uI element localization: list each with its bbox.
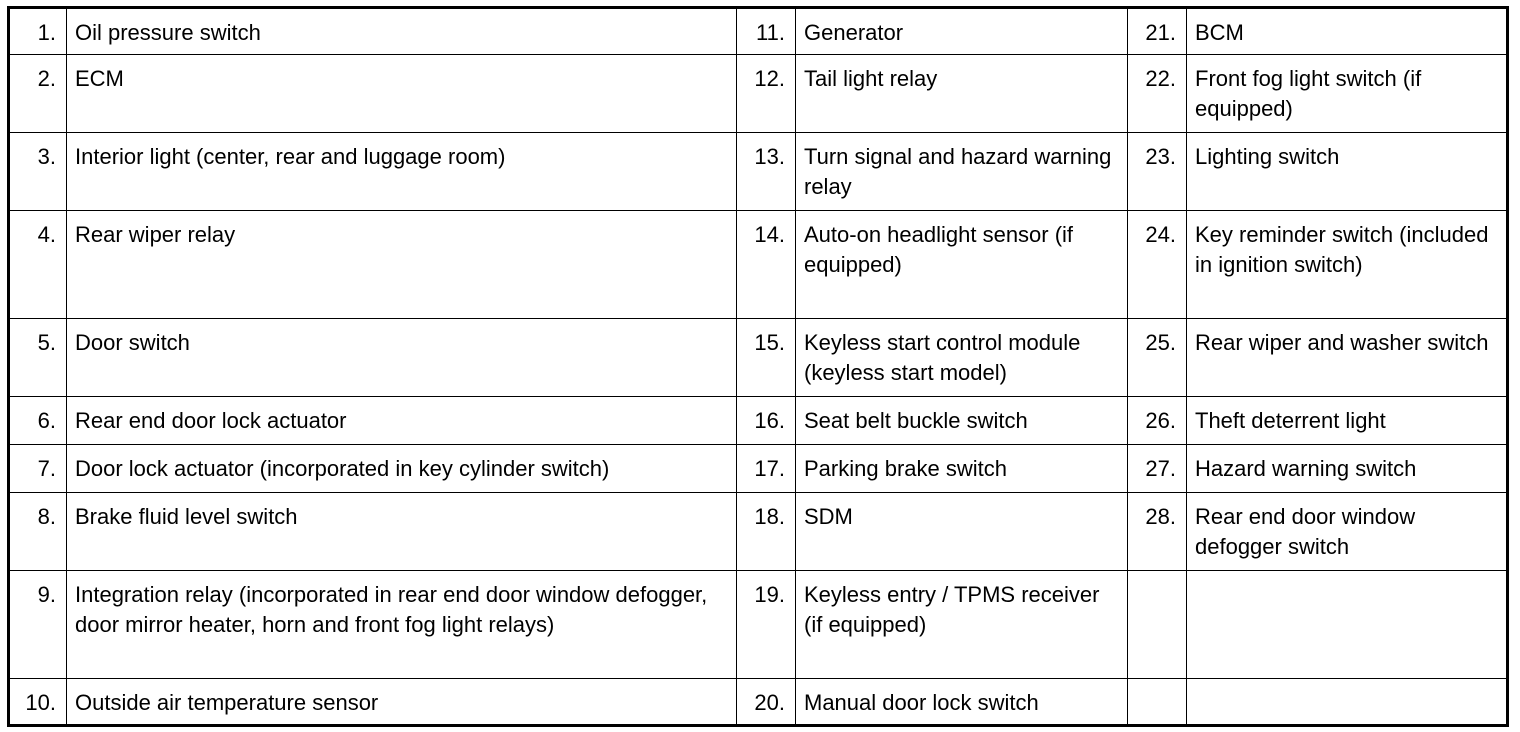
item-number: 5. — [9, 319, 67, 397]
table-row — [9, 571, 1508, 679]
table-row — [9, 55, 1508, 133]
item-number: 6. — [9, 397, 67, 445]
item-label: ECM — [67, 55, 737, 133]
item-number: 17. — [737, 445, 796, 493]
table-row — [9, 397, 1508, 445]
item-number: 8. — [9, 493, 67, 571]
item-label: Brake fluid level switch — [67, 493, 737, 571]
item-number: 11. — [737, 8, 796, 55]
item-number: 13. — [737, 133, 796, 211]
item-label: Rear end door window defogger switch — [1187, 493, 1508, 571]
item-label: Key reminder switch (included in ignition switch) — [1187, 211, 1508, 319]
item-label: Outside air temperature sensor — [67, 679, 737, 726]
table-row — [9, 679, 1508, 726]
item-number — [1128, 679, 1187, 726]
item-number: 21. — [1128, 8, 1187, 55]
item-label: Auto-on headlight sensor (if equipped) — [796, 211, 1128, 319]
item-label: Door switch — [67, 319, 737, 397]
item-number: 27. — [1128, 445, 1187, 493]
item-number: 20. — [737, 679, 796, 726]
item-label: Interior light (center, rear and luggage room) — [67, 133, 737, 211]
table-row — [9, 8, 1508, 55]
item-label: Theft deterrent light — [1187, 397, 1508, 445]
item-number: 18. — [737, 493, 796, 571]
item-label: Rear wiper and washer switch — [1187, 319, 1508, 397]
table-row — [9, 133, 1508, 211]
legend-table-body — [9, 8, 1508, 726]
item-label: BCM — [1187, 8, 1508, 55]
item-number: 10. — [9, 679, 67, 726]
item-number: 24. — [1128, 211, 1187, 319]
item-number: 22. — [1128, 55, 1187, 133]
item-label: Tail light relay — [796, 55, 1128, 133]
item-label — [1187, 679, 1508, 726]
item-number: 28. — [1128, 493, 1187, 571]
item-number: 25. — [1128, 319, 1187, 397]
table-row — [9, 493, 1508, 571]
item-label: Front fog light switch (if equipped) — [1187, 55, 1508, 133]
item-label: Keyless start control module (keyless start model) — [796, 319, 1128, 397]
item-number: 1. — [9, 8, 67, 55]
table-row — [9, 445, 1508, 493]
item-label: Oil pressure switch — [67, 8, 737, 55]
item-number — [1128, 571, 1187, 679]
item-label: Rear wiper relay — [67, 211, 737, 319]
item-label: Parking brake switch — [796, 445, 1128, 493]
item-label: Turn signal and hazard warning relay — [796, 133, 1128, 211]
item-label — [1187, 571, 1508, 679]
item-number: 2. — [9, 55, 67, 133]
item-label: Hazard warning switch — [1187, 445, 1508, 493]
item-label: SDM — [796, 493, 1128, 571]
item-number: 4. — [9, 211, 67, 319]
item-label: Door lock actuator (incorporated in key cylinder switch) — [67, 445, 737, 493]
item-label: Generator — [796, 8, 1128, 55]
item-number: 19. — [737, 571, 796, 679]
item-label: Rear end door lock actuator — [67, 397, 737, 445]
item-number: 3. — [9, 133, 67, 211]
item-number: 26. — [1128, 397, 1187, 445]
table-row — [9, 319, 1508, 397]
item-label: Manual door lock switch — [796, 679, 1128, 726]
item-label: Seat belt buckle switch — [796, 397, 1128, 445]
item-number: 16. — [737, 397, 796, 445]
item-label: Integration relay (incorporated in rear end door window defogger, door mirror heater, horn and front fog light relays) — [67, 571, 737, 679]
table-row — [9, 211, 1508, 319]
item-label: Lighting switch — [1187, 133, 1508, 211]
item-number: 9. — [9, 571, 67, 679]
component-legend-table — [7, 6, 1509, 727]
item-label: Keyless entry / TPMS receiver (if equipped) — [796, 571, 1128, 679]
item-number: 23. — [1128, 133, 1187, 211]
item-number: 7. — [9, 445, 67, 493]
item-number: 12. — [737, 55, 796, 133]
item-number: 15. — [737, 319, 796, 397]
item-number: 14. — [737, 211, 796, 319]
